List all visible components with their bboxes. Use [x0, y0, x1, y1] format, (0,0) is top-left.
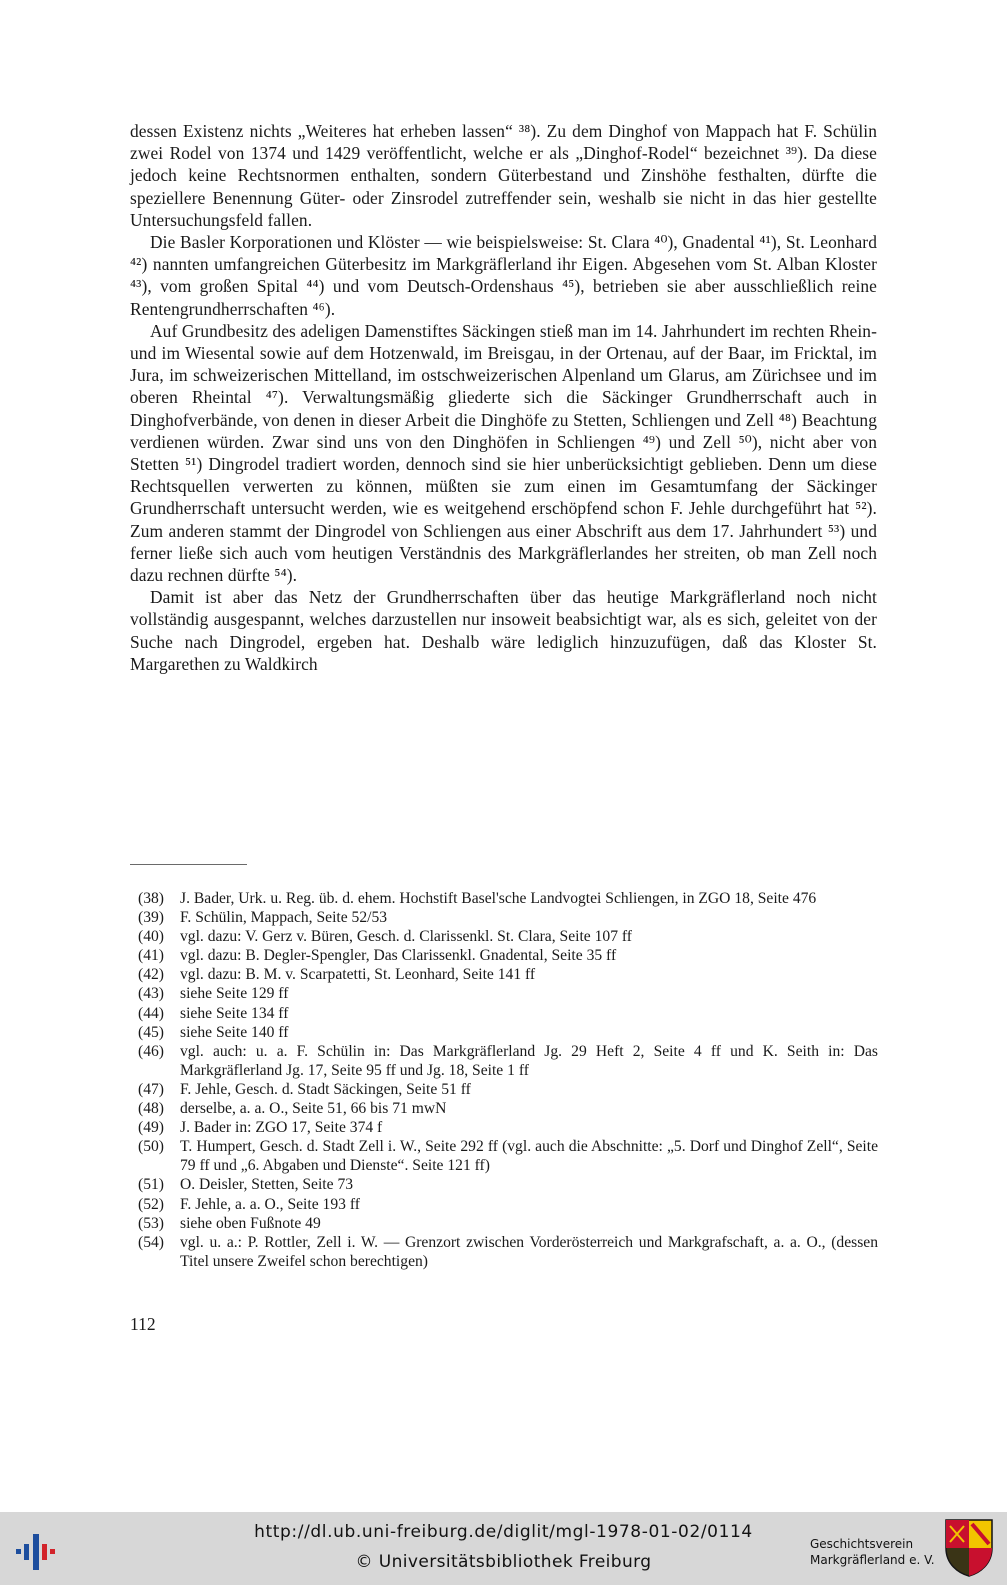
footnote-number: (43): [138, 985, 164, 1003]
footnote-text: siehe Seite 129 ff: [180, 985, 289, 1003]
footnote-text: vgl. dazu: B. M. v. Scarpatetti, St. Leonhard, Seite 141 ff: [180, 966, 536, 984]
footnote-text: vgl. u. a.: P. Rottler, Zell i. W. — Grenzort zwischen Vorderösterreich und Markgrafschaft, a. a. O., (dessen Titel unsere Zweifel schon berechtigen): [180, 1233, 878, 1270]
footnote-49: [130, 1118, 878, 1137]
society-name: [810, 1536, 935, 1568]
paragraph-1: dessen Existenz nichts „Weiteres hat erheben lassen“ ³⁸). Zu dem Dinghof von Mappach hat F. Schülin zwei Rodel von 1374 und 1429 veröffentlicht, welche er als „Dinghof-Rodel“ bezeichnet ³⁹). Da diese jedoch keine Rechtsnormen enthalten, sondern Güterbestand und Zinshöhe festhalten, dürfte die speziellere Benennung Güter- oder Zinsrodel zutreffender sein, weshalb sie nicht in das hier gestellte Untersuchungsfeld fallen.: [130, 121, 877, 230]
footnote-text: O. Deisler, Stetten, Seite 73: [180, 1176, 354, 1194]
footnote-number: (52): [138, 1195, 164, 1213]
footnote-53: [130, 1214, 878, 1233]
paragraph-4: Damit ist aber das Netz der Grundherrschaften über das heutige Markgräflerland noch nicht vollständig ausgespannt, welches darzustellen nur insoweit beabsichtigt war, als es sich, geleitet von der Suche nach Dingrodel, ergeben hat. Deshalb wäre lediglich hinzuzufügen, daß das Kloster St. Margarethen zu Waldkirch: [130, 587, 877, 674]
footnote-50: [130, 1137, 878, 1175]
footnote-number: (48): [138, 1100, 164, 1118]
footnote-number: (44): [138, 1004, 164, 1022]
footnote-39: [130, 908, 878, 927]
footnote-number: (47): [138, 1080, 164, 1098]
footnote-text: derselbe, a. a. O., Seite 51, 66 bis 71 mwN: [180, 1100, 447, 1118]
footnote-number: (49): [138, 1119, 164, 1137]
footnote-47: [130, 1080, 878, 1099]
footnote-number: (40): [138, 928, 164, 946]
body-text: [130, 120, 877, 675]
footnote-text: siehe oben Fußnote 49: [180, 1214, 321, 1232]
footnote-text: J. Bader in: ZGO 17, Seite 374 f: [180, 1119, 383, 1137]
society-line-2: Markgräflerland e. V.: [810, 1553, 935, 1567]
footnote-44: [130, 1004, 878, 1023]
footnote-text: siehe Seite 134 ff: [180, 1004, 289, 1022]
paragraph-3: Auf Grundbesitz des adeligen Damenstiftes Säckingen stieß man im 14. Jahrhundert im rechten Rhein- und im Wiesental sowie auf dem Hotzenwald, im Breisgau, in der Ortenau, auf der Baar, im Fricktal, im Jura, im schweizerischen Mittelland, im ostschweizerischen Alpenland um Glarus, am Zürichsee und im oberen Rheintal ⁴⁷). Verwaltungsmäßig gliederte sich die Säckinger Grundherrschaft auch in Dinghofverbände, von denen in dieser Arbeit die Dinghöfe zu Stetten, Schliengen und Zell ⁴⁸) Beachtung verdienen würden. Zwar sind uns von den Dinghöfen in Schliengen ⁴⁹) und Zell ⁵⁰), nicht aber von Stetten ⁵¹) Dingrodel tradiert worden, dennoch sind sie hier unberücksichtigt geblieben. Denn um diese Rechtsquellen verwerten zu können, müßten sie zum einen im Gesamtumfang der Säckinger Grundherrschaft untersucht werden, wie es weitgehend erschöpfend schon F. Jehle durchgeführt hat ⁵²). Zum anderen stammt der Dingrodel von Schliengen aus einer Abschrift aus dem 17. Jahrhundert ⁵³) und ferner ließe sich auch vom heutigen Verständnis des Markgräflerlandes her streiten, ob man Zell noch dazu rechnen dürfte ⁵⁴).: [130, 320, 877, 586]
footnote-number: (41): [138, 947, 164, 965]
footnote-number: (53): [138, 1214, 164, 1232]
footer-bar: [0, 1512, 1007, 1585]
copyright-text: © Universitätsbibliothek Freiburg: [355, 1552, 652, 1572]
footnote-number: (51): [138, 1176, 164, 1194]
footnote-40: [130, 927, 878, 946]
footnote-number: (50): [138, 1138, 164, 1156]
footnote-41: [130, 946, 878, 965]
footnote-number: (54): [138, 1233, 164, 1251]
footnote-38: [130, 889, 878, 908]
footnote-number: (38): [138, 890, 164, 907]
footnote-number: (39): [138, 909, 164, 927]
footnote-text: vgl. auch: u. a. F. Schülin in: Das Markgräflerland Jg. 29 Heft 2, Seite 4 ff und K. Seith in: Das Markgräflerland Jg. 17, Seite 95 ff und Jg. 18, Seite 1 ff: [180, 1042, 878, 1079]
page-number: 112: [130, 1314, 156, 1334]
footnote-text: siehe Seite 140 ff: [180, 1023, 289, 1041]
footnote-52: [130, 1195, 878, 1214]
footnote-46: [130, 1042, 878, 1080]
society-line-1: Geschichtsverein: [810, 1537, 914, 1551]
footnote-text: vgl. dazu: V. Gerz v. Büren, Gesch. d. Clarissenkl. St. Clara, Seite 107 ff: [180, 928, 632, 946]
footnote-number: (42): [138, 966, 164, 984]
paragraph-2: Die Basler Korporationen und Klöster — wie beispielsweise: St. Clara ⁴⁰), Gnadental ⁴¹), St. Leonhard ⁴²) nannten umfangreichen Güterbesitz im Markgräflerland ihr Eigen. Abgesehen vom St. Alban Kloster ⁴³), vom großen Spital ⁴⁴) und vom Deutsch-Ordenshaus ⁴⁵), betrieben sie aber ausschließlich reine Rentengrundherrschaften ⁴⁶).: [130, 232, 877, 319]
footnote-text: J. Bader, Urk. u. Reg. üb. d. ehem. Hochstift Basel'sche Landvogtei Schliengen, in ZGO 18, Seite 476: [180, 890, 817, 907]
footnote-text: F. Schülin, Mappach, Seite 52/53: [180, 909, 388, 927]
footnote-number: (45): [138, 1023, 164, 1041]
footnote-number: (46): [138, 1042, 164, 1060]
footnote-51: [130, 1175, 878, 1194]
coat-of-arms-icon: [944, 1518, 994, 1578]
footnote-43: [130, 984, 878, 1003]
footnote-text: vgl. dazu: B. Degler-Spengler, Das Clarissenkl. Gnadental, Seite 35 ff: [180, 947, 617, 965]
footnote-divider: [130, 864, 247, 865]
footnote-54: [130, 1233, 878, 1271]
footnote-48: [130, 1099, 878, 1118]
footnote-text: F. Jehle, a. a. O., Seite 193 ff: [180, 1195, 360, 1213]
footnote-45: [130, 1023, 878, 1042]
footnote-text: F. Jehle, Gesch. d. Stadt Säckingen, Seite 51 ff: [180, 1080, 471, 1098]
footnote-text: T. Humpert, Gesch. d. Stadt Zell i. W., Seite 292 ff (vgl. auch die Abschnitte: „5. Dorf und Dinghof Zell“, Seite 79 ff und „6. Abgaben und Dienste“. Seite 121 ff): [180, 1138, 878, 1175]
footnote-42: [130, 965, 878, 984]
footnotes: [130, 889, 878, 1271]
source-url-link[interactable]: http://dl.ub.uni-freiburg.de/diglit/mgl-1978-01-02/0114: [254, 1522, 753, 1542]
